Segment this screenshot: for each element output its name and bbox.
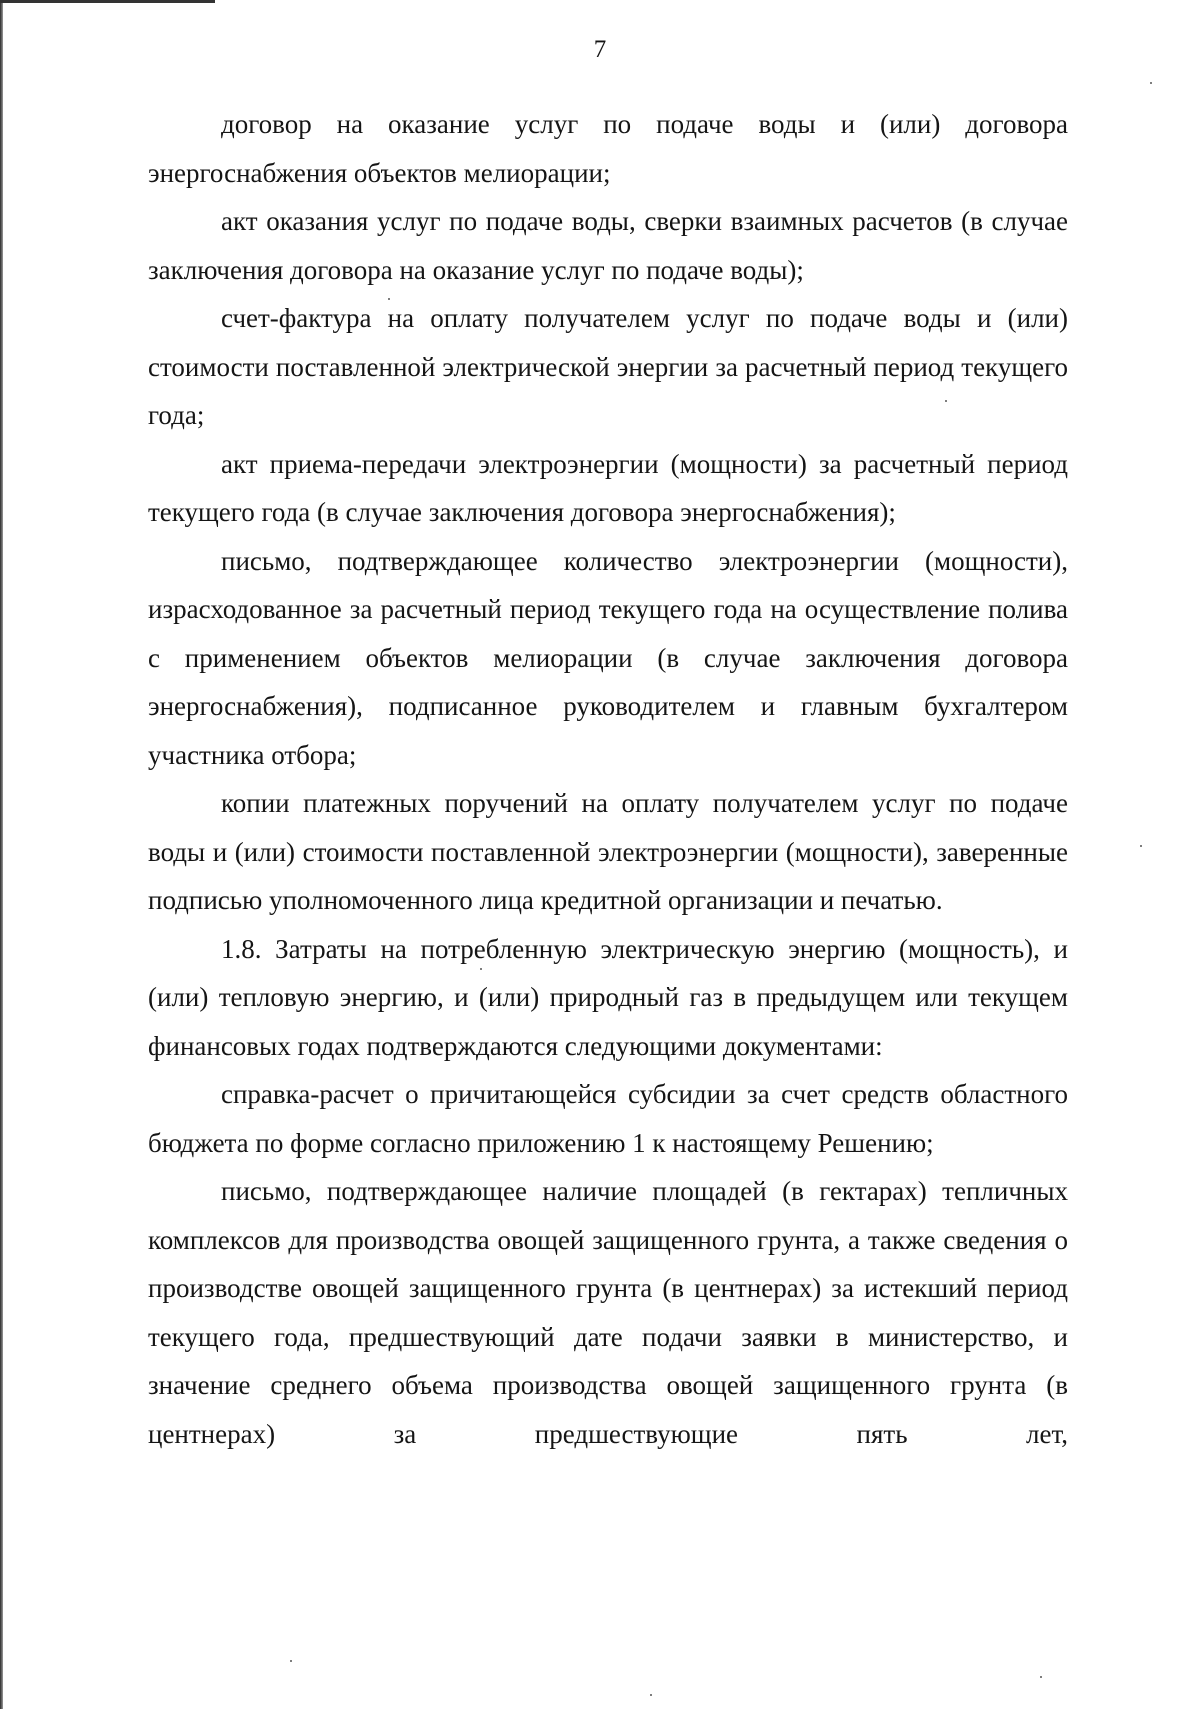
page-number: 7 [593, 36, 607, 63]
scan-speck [480, 968, 482, 970]
paragraph-subsidy-calc: справка-расчет о причитающейся субсидии за счет средств областного бюджета по форме согласно приложению 1 к настоящему Решению; [148, 1079, 1068, 1158]
paragraph-consumption-letter: письмо, подтверждающее количество электроэнергии (мощности), израсходованное за расчетный период текущего года на осуществление полива с применением объектов мелиорации (в случае заключения договора энергоснабжения), подписанное руководителем и главным бухгалтером участника отбора; [148, 545, 1068, 770]
paragraph-payment-orders: копии платежных поручений на оплату получателем услуг по подаче воды и (или) стоимости поставленной электроэнергии (мощности), заверенные подписью уполномоченного лица кредитной организации и печатью. [148, 788, 1068, 915]
scan-speck [1040, 1676, 1042, 1678]
paragraph-water-contract: договор на оказание услуг по подаче воды и (или) договора энергоснабжения объектов мелиорации; [148, 109, 1068, 188]
paragraph-section-1-8: 1.8. Затраты на потребленную электрическую энергию (мощность), и (или) тепловую энергию, и (или) природный газ в предыдущем или текущем финансовых годах подтверждаются следующими документами: [148, 933, 1068, 1061]
paragraph-invoice: счет-фактура на оплату получателем услуг по подаче воды и (или) стоимости поставленной электрической энергии за расчетный период текущего года; [148, 303, 1068, 430]
scan-speck [1150, 82, 1152, 84]
scan-line [0, 0, 215, 3]
document-body [148, 100, 1068, 1458]
scan-speck [388, 298, 390, 300]
scan-speck [945, 400, 947, 402]
scan-edge [0, 0, 3, 1709]
paragraph-acceptance-act: акт приема-передачи электроэнергии (мощности) за расчетный период текущего года (в случае заключения договора энергоснабжения); [148, 448, 1068, 527]
paragraph-service-act: акт оказания услуг по подаче воды, сверки взаимных расчетов (в случае заключения договора на оказание услуг по подаче воды); [148, 206, 1068, 285]
paragraph-greenhouse-letter: письмо, подтверждающее наличие площадей (в гектарах) тепличных комплексов для производства овощей защищенного грунта, а также сведения о производстве овощей защищенного грунта (в центнерах) за истекший период текущего года, предшествующий дате подачи заявки в министерство, и значение среднего объема производства овощей защищенного грунта (в центнерах) за предшествующие пять лет, [148, 1176, 1068, 1449]
scan-speck [290, 1660, 292, 1662]
scan-speck [1140, 845, 1142, 847]
scan-speck [650, 1694, 652, 1696]
